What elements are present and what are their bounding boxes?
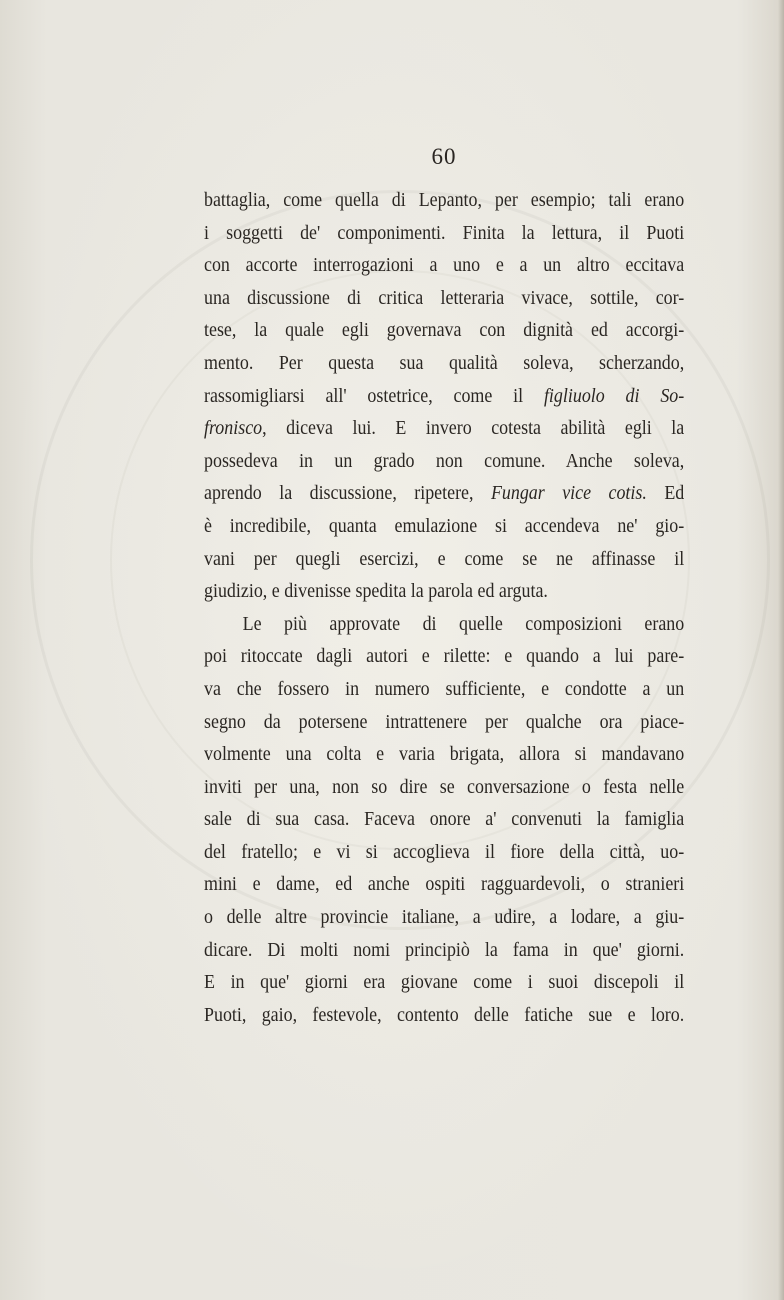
text-line: mini e dame, ed anche ospiti ragguardevoli, o stranieri <box>204 874 685 896</box>
text-line: fronisco, diceva lui. E invero cotesta abilità egli la <box>204 418 685 440</box>
body-text <box>204 185 684 1032</box>
page-number: 60 <box>431 144 457 169</box>
latin-quote: Fungar vice cotis. <box>490 483 647 505</box>
text-line: o delle altre provincie italiane, a udire, a lodare, a giu- <box>204 907 685 929</box>
text-line: del fratello; e vi si accoglieva il fiore della città, uo- <box>204 841 685 863</box>
text-line: E in que' giorni era giovane come i suoi discepoli il <box>204 972 685 994</box>
text-line: con accorte interrogazioni a uno e a un altro eccitava <box>204 255 685 277</box>
text-line: Puoti, gaio, festevole, contento delle fatiche sue e loro. <box>204 1004 685 1026</box>
text-line: una discussione di critica letteraria vivace, sottile, cor- <box>204 287 685 309</box>
paragraph-start-line: Le più approvate di quelle composizioni erano <box>242 613 685 635</box>
text-line: dicare. Di molti nomi principiò la fama in que' giorni. <box>204 939 685 961</box>
text-line: giudizio, e divenisse spedita la parola ed arguta. <box>204 581 548 603</box>
text-line: battaglia, come quella di Lepanto, per esempio; tali erano <box>204 190 685 211</box>
text-line: inviti per una, non so dire se conversazione o festa nelle <box>204 776 685 798</box>
italic-title: figliuolo di So- <box>543 385 685 407</box>
text-line: possedeva in un grado non comune. Anche soleva, <box>204 450 685 472</box>
text-line: volmente una colta e varia brigata, allora si mandavano <box>204 744 685 766</box>
text-line: sale di sua casa. Faceva onore a' convenuti la famiglia <box>204 809 685 831</box>
text-line: vani per quegli esercizi, e come se ne affinasse il <box>204 548 685 570</box>
text-line: segno da potersene intrattenere per qualche ora piace- <box>204 711 685 733</box>
text-line: i soggetti de' componimenti. Finita la lettura, il Puoti <box>204 222 685 244</box>
italic-title: fronisco <box>204 418 263 440</box>
text-line: va che fossero in numero sufficiente, e condotte a un <box>204 678 685 700</box>
text-line: mento. Per questa sua qualità soleva, scherzando, <box>204 352 685 374</box>
page-edge-shadow <box>778 0 784 1300</box>
text-line: è incredibile, quanta emulazione si accendeva ne' gio- <box>204 515 685 537</box>
text-line: tese, la quale egli governava con dignità ed accorgi- <box>204 320 685 342</box>
text-line: aprendo la discussione, ripetere, Fungar vice cotis. Ed <box>204 483 685 505</box>
text-line: rassomigliarsi all' ostetrice, come il figliuolo di So- <box>204 385 685 407</box>
text-line: poi ritoccate dagli autori e rilette: e quando a lui pare- <box>204 646 685 668</box>
